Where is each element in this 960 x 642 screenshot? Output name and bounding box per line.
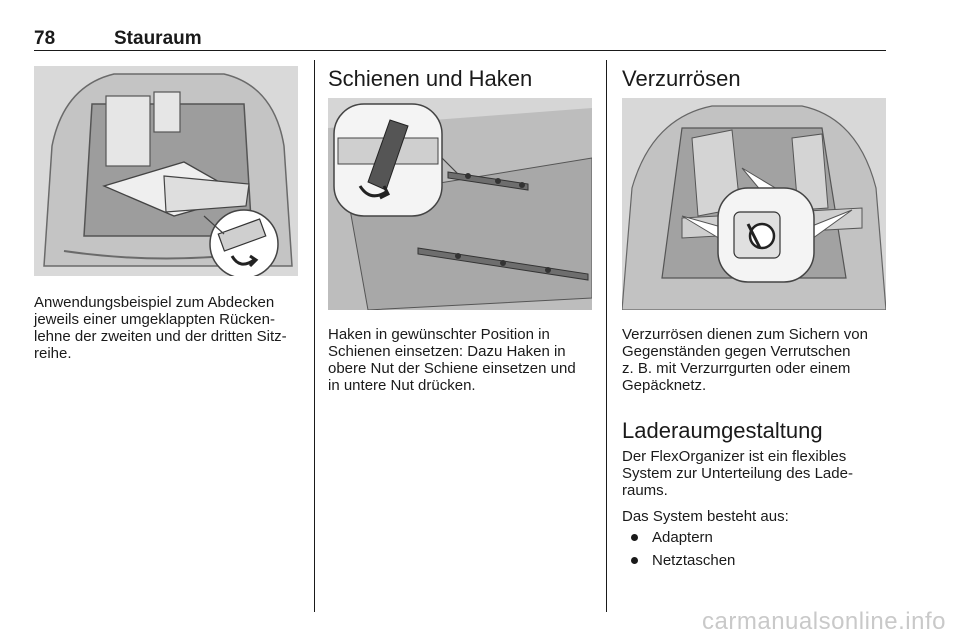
page-header [34,28,886,52]
page-number: 78 [34,28,56,49]
text-line: Schienen einsetzen: Dazu Haken in [328,343,566,360]
caption-line: jeweils einer umgeklappten Rücken- [34,311,275,328]
header-rule [34,50,886,51]
heading-cargo-management: Laderaumgestaltung [622,418,823,443]
text-line: Verzurrösen dienen zum Sichern von [622,326,868,343]
bullet-icon [631,557,638,564]
list-item-label: Netztaschen [652,552,736,569]
caption-line: Anwendungsbeispiel zum Abdecken [34,294,275,311]
text-line: System zur Unterteilung des Lade- [622,465,853,482]
text-lashing-eyes [622,326,894,394]
text-line: Der FlexOrganizer ist ein flexibles [622,448,847,465]
caption-line: reihe. [34,345,72,362]
column-divider-1 [314,60,315,612]
text-rails-hooks [328,326,598,394]
text-flexorganizer [622,448,894,499]
rails-hooks-illustration [328,98,592,310]
list-item [622,549,894,572]
text-line: in untere Nut drücken. [328,377,476,394]
component-list [622,526,894,572]
text-line: Haken in gewünschter Position in [328,326,550,343]
caption-trunk-cover [34,294,304,362]
bullet-icon [631,534,638,541]
column-divider-2 [606,60,607,612]
heading-rails-hooks: Schienen und Haken [328,66,533,91]
header-title: Stauraum [114,28,202,49]
caption-line: lehne der zweiten und der dritten Sitz- [34,328,287,345]
text-line: obere Nut der Schiene einsetzen und [328,360,576,377]
trunk-cover-illustration [34,66,298,276]
text-system-consists: Das System besteht aus: [622,508,789,525]
text-line: raums. [622,482,668,499]
heading-lashing-eyes: Verzurrösen [622,66,741,91]
list-item-label: Adaptern [652,529,713,546]
watermark: carmanualsonline.info [702,608,946,635]
list-item [622,526,894,549]
lashing-eyes-illustration [622,98,886,310]
text-line: Gegenständen gegen Verrutschen [622,343,851,360]
text-line: Gepäcknetz. [622,377,707,394]
text-line: z. B. mit Verzurrgurten oder einem [622,360,851,377]
